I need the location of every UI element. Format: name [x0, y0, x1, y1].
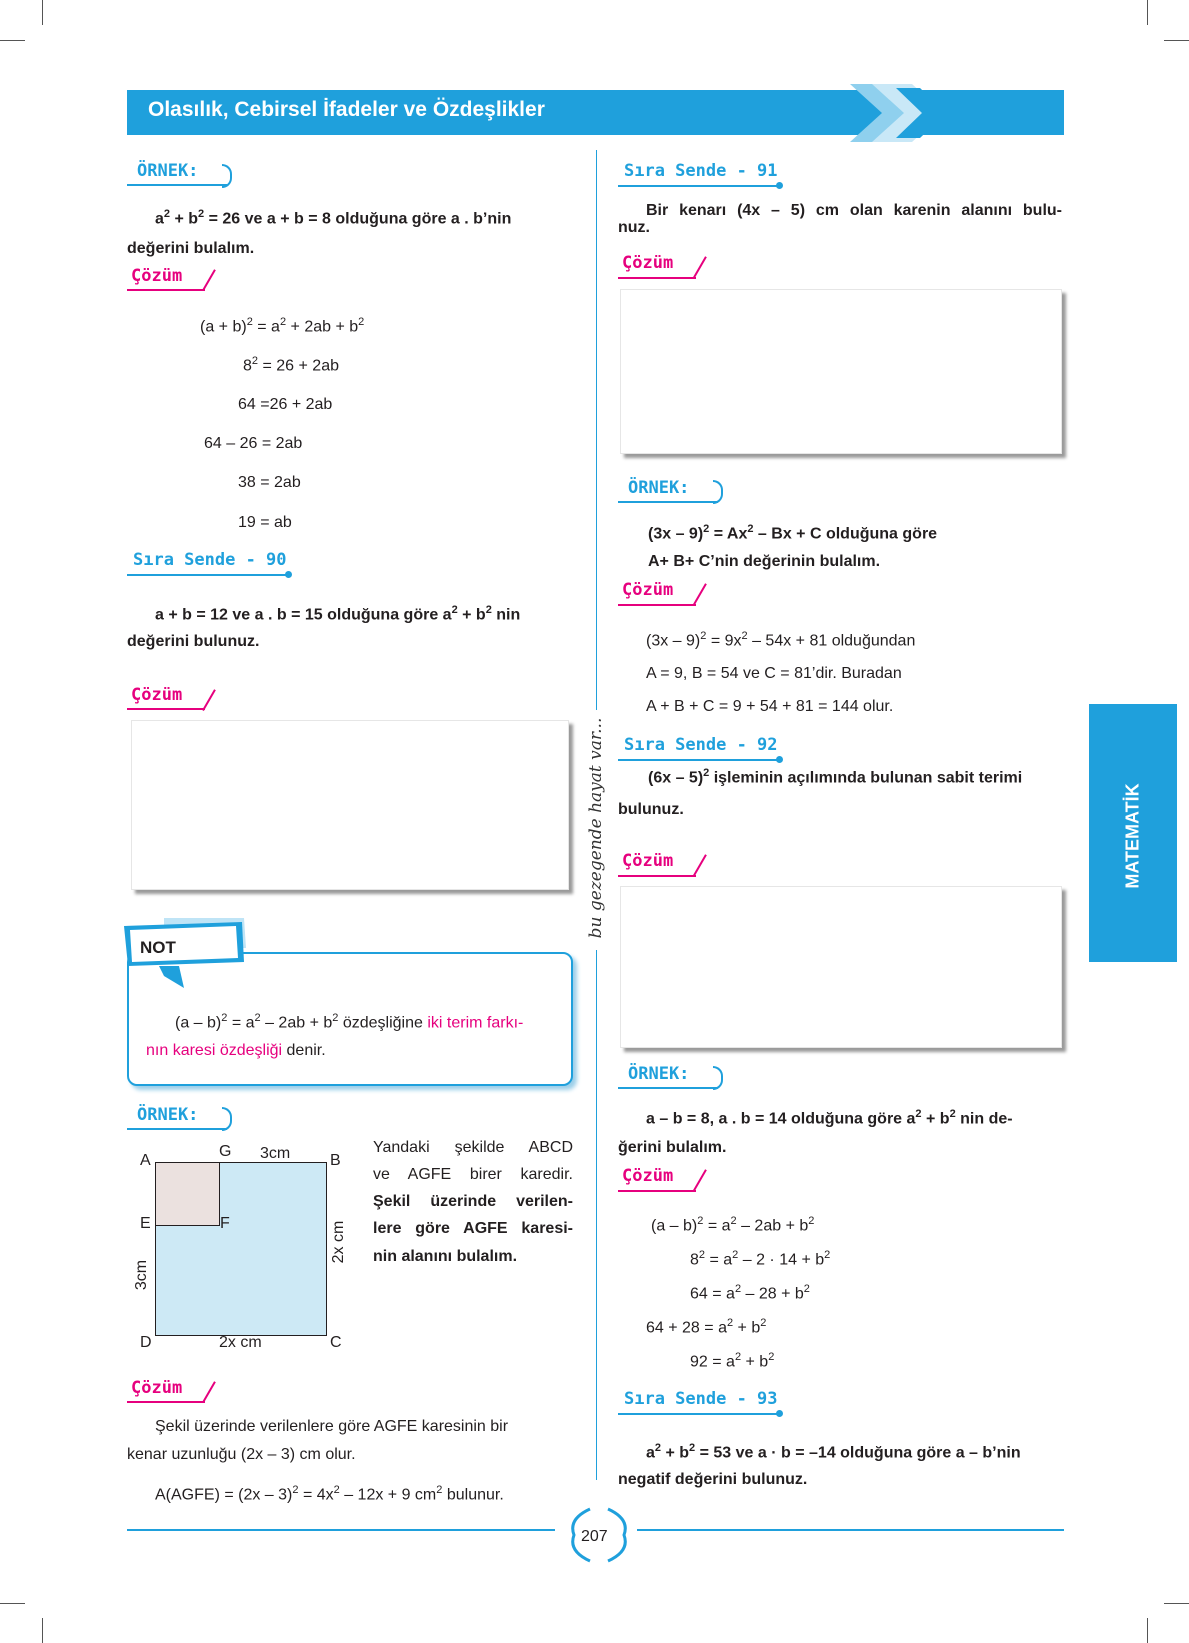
ex3-step: A + B + C = 9 + 54 + 81 = 144 olur. [646, 698, 894, 715]
fig-label-c: C [330, 1334, 342, 1351]
sira-underline [127, 574, 287, 576]
ex3-question-line1: $(3x - 9)^2 = Ax^2 - Bx + C$ olduğuna göre [648, 523, 938, 543]
ex2-desc-line: nin alanını bulalım. [373, 1248, 518, 1265]
cozum-label: Çözüm [622, 580, 674, 600]
ex2-solution-line1: Şekil üzerinde verilenlere göre AGFE karesinin bir [155, 1418, 509, 1435]
ex1-question-line1: $a^2 + b^2 = 26$ ve a + b = 8 olduğuna göre a . b’nin [155, 208, 512, 228]
sira90-question-line1: a + b = 12 ve a . b = 15 olduğuna göre $a^2 + b^2$ nin [155, 604, 521, 624]
footer-line [637, 1529, 1064, 1531]
ex4-step: $8^2 = a^2 - 2 \cdot 14 + b^2$ [690, 1249, 831, 1269]
sira93-question-line2: negatif değerini bulunuz. [618, 1471, 808, 1488]
ex1-step: $8^2 = 26 + 2ab$ [243, 355, 339, 375]
sira92-question-line2: bulunuz. [618, 801, 684, 818]
fig-label-d: D [140, 1334, 152, 1351]
sira-underline [618, 185, 778, 187]
ornek-label: ÖRNEK: [137, 1105, 199, 1125]
sira93-question-line1: $a^2 + b^2 = 53$ ve a · b = –14 olduğuna göre a – b’nin [646, 1442, 1021, 1462]
ex1-step: $(a + b)^2 = a^2 + 2ab + b^2$ [200, 316, 365, 336]
sira-dot [776, 1410, 783, 1417]
ex1-question-line2: değerini bulalım. [127, 240, 255, 257]
cozum-underline [127, 289, 205, 291]
fig-label-bottom: 2x cm [219, 1334, 262, 1351]
note-text-end: denir. [282, 1042, 326, 1059]
ex2-desc-line: ve AGFE birer karedir. [373, 1166, 573, 1183]
note-text-line2 [146, 1042, 326, 1060]
cozum-label: Çözüm [622, 851, 674, 871]
ornek-underline [127, 1128, 227, 1130]
ex4-step: $64 + 28 = a^2 + b^2$ [646, 1317, 767, 1337]
crop-mark [0, 1603, 25, 1604]
ex2-desc-line: Yandaki şekilde ABCD [373, 1139, 573, 1156]
fig-label-e: E [140, 1215, 151, 1232]
note-highlight: iki terim farkı- [427, 1014, 524, 1032]
answer-box[interactable] [620, 886, 1062, 1048]
crop-mark [42, 1618, 43, 1643]
cozum-slash [693, 1169, 706, 1191]
cozum-slash [202, 1381, 215, 1403]
ex1-step: 64 – 26 = 2ab [204, 435, 303, 452]
ex3-question-line2: A+ B+ C’nin değerinin bulalım. [648, 553, 881, 570]
cozum-slash [693, 583, 706, 605]
cozum-slash [202, 689, 215, 711]
crop-mark [0, 40, 25, 41]
ornek-underline [618, 1087, 718, 1089]
sira91-question-line1: Bir kenarı (4x – 5) cm olan karenin alanını bulu- [646, 202, 1062, 219]
fig-label-g: G [219, 1143, 232, 1160]
column-divider [596, 150, 597, 710]
cozum-label: Çözüm [622, 1166, 674, 1186]
ex1-step: 64 =26 + 2ab [238, 396, 333, 413]
cozum-underline [618, 604, 696, 606]
fig-label-left: 3cm [133, 1259, 150, 1291]
crop-mark [42, 0, 43, 25]
ex4-step: $(a - b)^2 = a^2 - 2ab + b^2$ [651, 1215, 815, 1235]
sira91-question-line2: nuz. [618, 219, 650, 236]
square-agfe [155, 1162, 220, 1226]
cozum-slash [693, 854, 706, 876]
fig-label-top: 3cm [260, 1145, 291, 1162]
cozum-slash [202, 269, 215, 291]
sira-dot [776, 756, 783, 763]
ex4-question-line2: ğerini bulalım. [618, 1139, 727, 1156]
note-text-line1: $(a - b)^2 = a^2 - 2ab + b^2$ özdeşliğine iki terim farkı- [175, 1012, 524, 1032]
ex1-step: 19 = ab [238, 514, 292, 531]
ornek-label: ÖRNEK: [137, 161, 199, 181]
cozum-label: Çözüm [131, 1378, 183, 1398]
sira90-question-line2: değerini bulunuz. [127, 633, 260, 650]
ex1-step: 38 = 2ab [238, 474, 301, 491]
fig-label-right: 2x cm [330, 1220, 347, 1264]
ornek-curve [713, 480, 723, 504]
ornek-curve [222, 1107, 232, 1131]
sira-sende-92-title: Sıra Sende - 92 [624, 735, 778, 755]
ex4-question-line1: a – b = 8, a . b = 14 olduğuna göre $a^2 + b^2$ nin de- [646, 1108, 1013, 1128]
fig-label-f: F [220, 1215, 230, 1232]
ex2-desc-line: lere göre AGFE karesi- [373, 1220, 573, 1237]
ex2-desc-line: Şekil üzerinde verilen- [373, 1193, 573, 1210]
sira92-question-line1: (6x – 5)$^2$ işleminin açılımında bulunan sabit terimi [648, 767, 1023, 787]
cozum-label: Çözüm [131, 685, 183, 705]
footer-line [127, 1529, 555, 1531]
fig-label-b: B [330, 1152, 341, 1169]
cozum-slash [693, 256, 706, 278]
ornek-underline [618, 501, 718, 503]
column-divider [596, 950, 597, 1480]
cozum-underline [127, 1401, 205, 1403]
ornek-underline [127, 184, 227, 186]
sira-sende-93-title: Sıra Sende - 93 [624, 1389, 778, 1409]
crop-mark [1164, 40, 1189, 41]
crop-mark [1164, 1603, 1189, 1604]
sira-sende-91-title: Sıra Sende - 91 [624, 161, 778, 181]
header-title: Olasılık, Cebirsel İfadeler ve Özdeşlikler [148, 98, 545, 121]
cozum-underline [618, 1190, 696, 1192]
crop-mark [1147, 0, 1148, 25]
ex3-step: $(3x - 9)^2 = 9x^2 - 54x + 81$ olduğundan [646, 630, 916, 650]
cozum-label: Çözüm [622, 253, 674, 273]
cozum-underline [618, 277, 696, 279]
vertical-slogan: bu gezegende hayat var... [586, 717, 606, 939]
crop-mark [1147, 1618, 1148, 1643]
ex2-solution-line2: kenar uzunluğu (2x – 3) cm olur. [127, 1446, 356, 1463]
sira-underline [618, 1413, 778, 1415]
cozum-underline [127, 708, 205, 710]
note-label: NOT [140, 938, 176, 957]
fig-label-a: A [140, 1152, 151, 1169]
ornek-curve [222, 164, 232, 188]
ornek-label: ÖRNEK: [628, 1064, 690, 1084]
ex4-step: $64 = a^2 - 28 + b^2$ [690, 1283, 810, 1303]
answer-box[interactable] [131, 720, 569, 890]
sira-sende-90-title: Sıra Sende - 90 [133, 550, 287, 570]
ornek-curve [713, 1066, 723, 1090]
sira-dot [776, 182, 783, 189]
answer-box[interactable] [620, 289, 1062, 454]
cozum-label: Çözüm [131, 266, 183, 286]
ex3-step: A = 9, B = 54 ve C = 81’dir. Buradan [646, 665, 902, 682]
cozum-underline [618, 875, 696, 877]
ex4-step: $92 = a^2 + b^2$ [690, 1351, 775, 1371]
chevron-arrows-icon [850, 84, 970, 142]
sira-dot [285, 571, 292, 578]
ornek-label: ÖRNEK: [628, 478, 690, 498]
ex2-solution-line3: A(AGFE) = $(2x - 3)^2 = 4x^2 - 12x + 9$ $cm^2$ bulunur. [155, 1484, 504, 1504]
page-number: 207 [581, 1528, 608, 1545]
side-tab-label: MATEMATİK [1122, 783, 1143, 889]
sira-underline [618, 759, 778, 761]
note-highlight: nın karesi özdeşliği [146, 1042, 283, 1059]
